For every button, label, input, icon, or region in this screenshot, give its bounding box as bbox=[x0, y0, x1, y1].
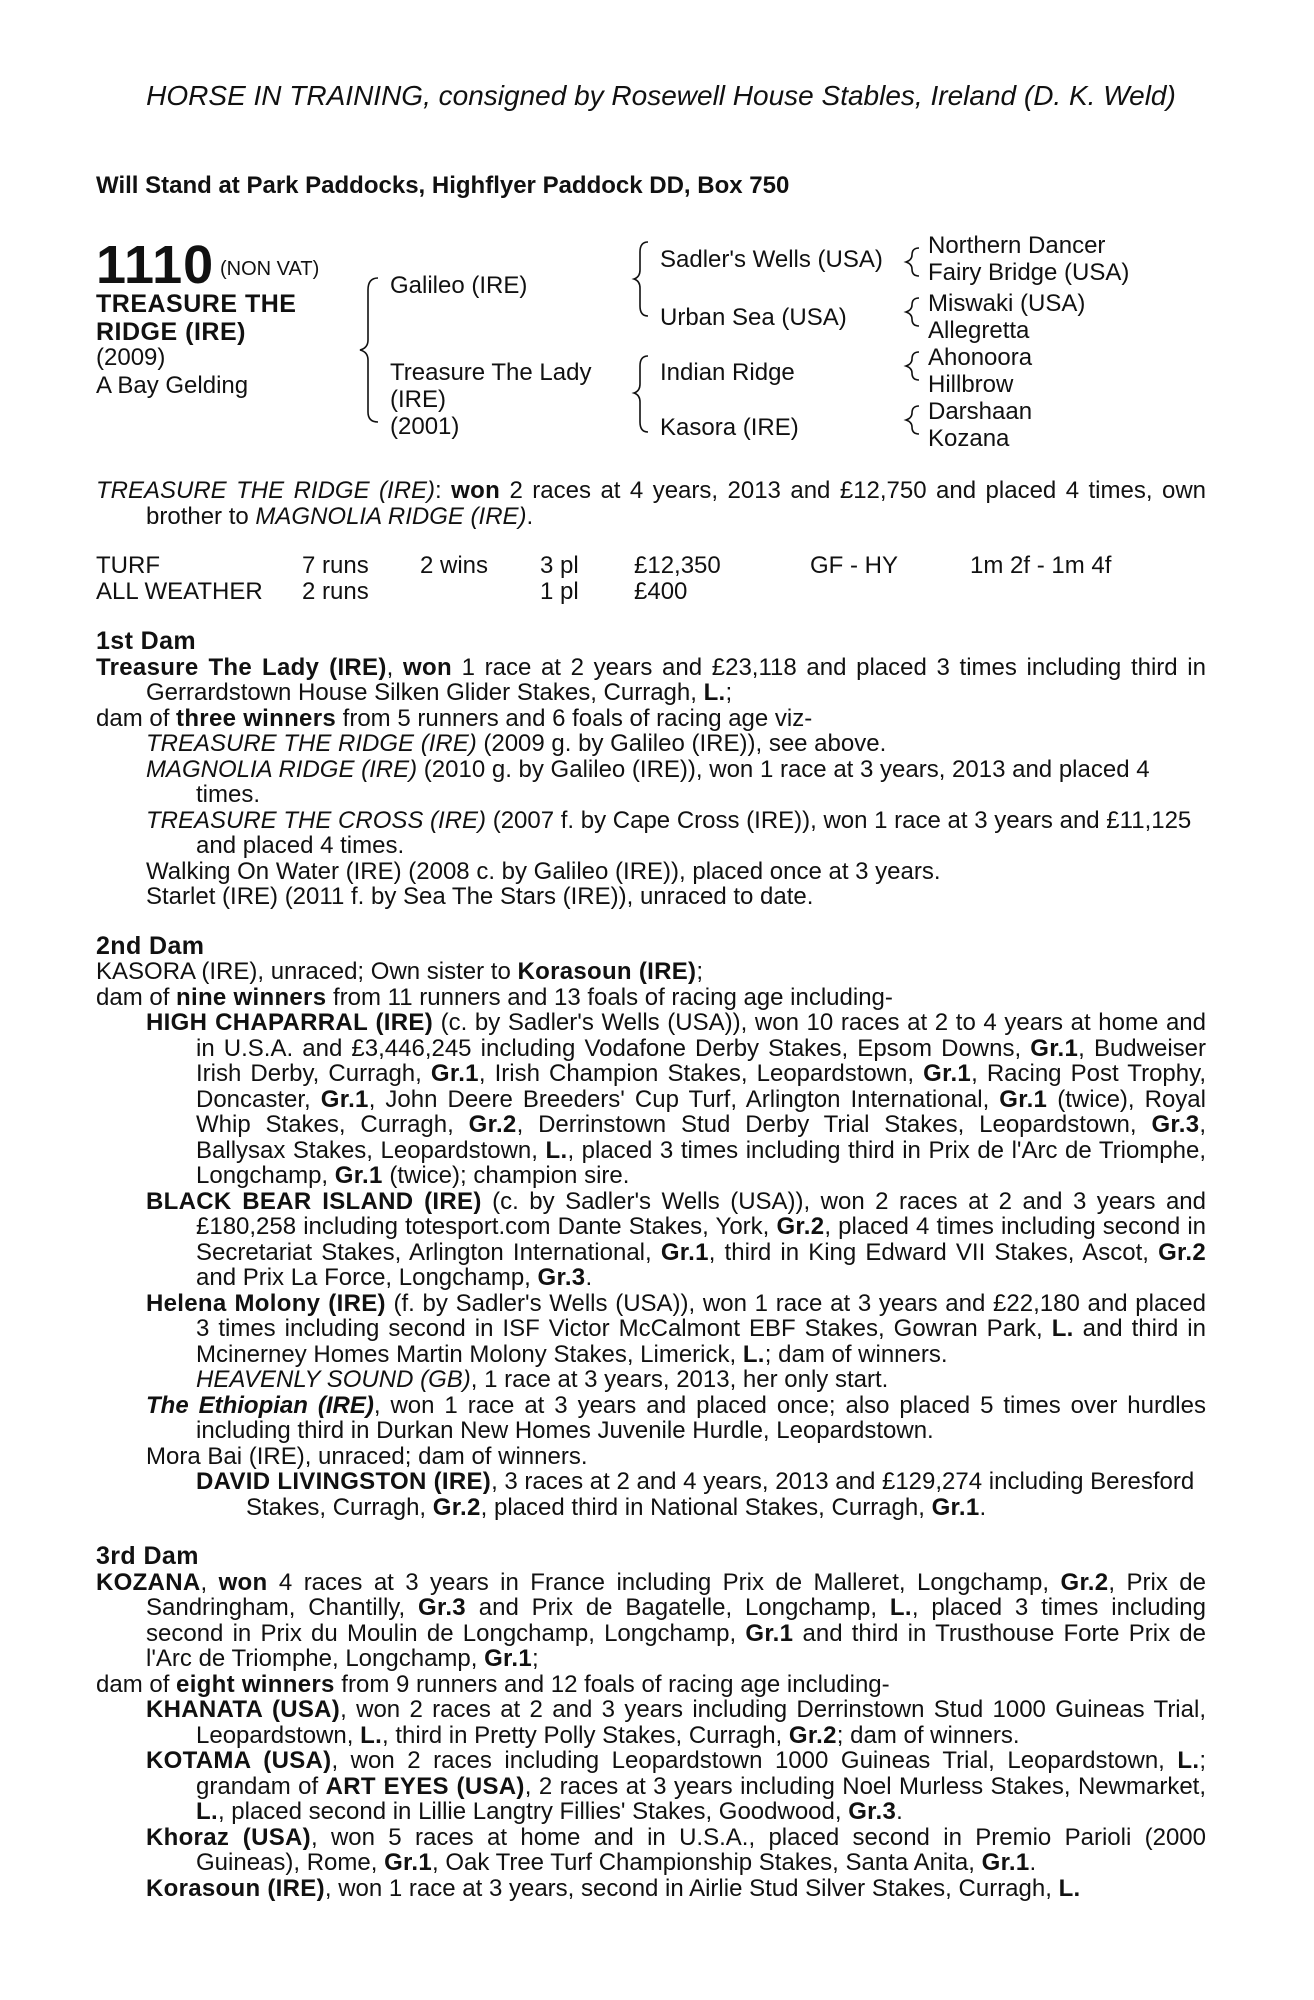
pedigree-ddd: Kozana bbox=[928, 425, 1010, 452]
horse-description: A Bay Gelding bbox=[96, 372, 249, 399]
brace-gen3-1 bbox=[906, 248, 919, 276]
list-item: MAGNOLIA RIDGE (IRE) (2010 g. by Galileo (IRE)), won 1 race at 3 years, 2013 and placed 4 times. bbox=[146, 755, 1150, 808]
first-dam-heading: 1st Dam bbox=[96, 627, 197, 655]
second-dam-produce-summary: dam of nine winners from 11 runners and 13 foals of racing age including- bbox=[96, 983, 893, 1011]
list-item: Khoraz (USA), won 5 races at home and in U.S.A., placed second in Premio Parioli (2000 Guineas), Rome, Gr.1, Oak Tree Turf Championship Stakes, Santa Anita, Gr.1. bbox=[146, 1823, 1207, 1876]
list-item: Walking On Water (IRE) (2008 c. by Galileo (IRE)), placed once at 3 years. bbox=[146, 857, 941, 885]
brace-gen3-4 bbox=[906, 406, 919, 434]
list-item: KHANATA (USA), won 2 races at 2 and 3 years including Derrinstown Stud 1000 Guineas Trial, Leopardstown, L., third in Pretty Polly Stakes, Curragh, Gr.2; dam of winners. bbox=[146, 1696, 1206, 1749]
brace-gen2-bottom bbox=[634, 356, 648, 432]
table-row: ALL WEATHER 2 runs 1 pl £400 bbox=[96, 578, 688, 605]
horse-name-line2: RIDGE (IRE) bbox=[96, 318, 246, 346]
list-item: HEAVENLY SOUND (GB), 1 race at 3 years, 2013, her only start. bbox=[196, 1366, 889, 1393]
pedigree-ssd: Fairy Bridge (USA) bbox=[928, 259, 1130, 286]
first-dam-record: Treasure The Lady (IRE), won 1 race at 2 years and £23,118 and placed 3 times including third in Gerrardstown House Silken Glider Stakes, Curragh, L.; bbox=[96, 653, 1206, 706]
table-row: TURF 7 runs 2 wins 3 pl £12,350 GF - HY 1m 2f - 1m 4f bbox=[96, 552, 1112, 579]
pedigree-sds: Miswaki (USA) bbox=[928, 290, 1086, 317]
list-item: Mora Bai (IRE), unraced; dam of winners. bbox=[146, 1442, 588, 1470]
pedigree-sdd: Allegretta bbox=[928, 317, 1030, 344]
pedigree-dds: Darshaan bbox=[928, 398, 1033, 425]
pedigree-dsd: Hillbrow bbox=[928, 371, 1014, 398]
list-item: TREASURE THE RIDGE (IRE) (2009 g. by Galileo (IRE)), see above. bbox=[146, 730, 887, 757]
pedigree-sss: Northern Dancer bbox=[928, 232, 1106, 259]
second-dam-heading: 2nd Dam bbox=[96, 931, 205, 960]
list-item: Korasoun (IRE), won 1 race at 3 years, second in Airlie Stud Silver Stakes, Curragh, L. bbox=[146, 1874, 1081, 1902]
vat-status: (NON VAT) bbox=[220, 258, 320, 280]
stand-location: Will Stand at Park Paddocks, Highflyer Paddock DD, Box 750 bbox=[96, 172, 790, 199]
pedigree-sire-dam: Urban Sea (USA) bbox=[660, 304, 847, 331]
first-dam-produce-summary: dam of three winners from 5 runners and 6 foals of racing age viz- bbox=[96, 704, 813, 732]
list-item: Helena Molony (IRE) (f. by Sadler's Wells (USA)), won 1 race at 3 years and £22,180 and placed 3 times including second in ISF Victor McCalmont EBF Stakes, Gowran Park, L. and third in Mcinerney Homes Martin Molony Stakes, Limerick, L.; dam of winners. bbox=[146, 1289, 1206, 1368]
list-item: BLACK BEAR ISLAND (IRE) (c. by Sadler's Wells (USA)), won 2 races at 2 and 3 years and £180,258 including totesport.com Dante Stakes, York, Gr.2, placed 4 times including second in Secretariat Stakes, Arlington International, Gr.1, third in King Edward VII Stakes, Ascot, Gr.2 and Prix La Force, Longchamp, Gr.3. bbox=[146, 1187, 1207, 1291]
brace-gen1 bbox=[360, 278, 378, 422]
pedigree-dam: Treasure The Lady (IRE) (2001) bbox=[390, 359, 592, 440]
horse-foaling-year: (2009) bbox=[96, 344, 166, 371]
pedigree-dam-sire: Indian Ridge bbox=[660, 359, 795, 386]
list-item: DAVID LIVINGSTON (IRE), 3 races at 2 and 4 years, 2013 and £129,274 including Beresford Stakes, Curragh, Gr.2, placed third in National Stakes, Curragh, Gr.1. bbox=[196, 1468, 1195, 1521]
page-title: HORSE IN TRAINING, consigned by Rosewell House Stables, Ireland (D. K. Weld) bbox=[146, 80, 1176, 111]
race-record-table bbox=[96, 553, 1111, 605]
race-summary: TREASURE THE RIDGE (IRE): won 2 races at 4 years, 2013 and £12,750 and placed 4 times, own brother to MAGNOLIA RIDGE (IRE). bbox=[96, 477, 1206, 530]
list-item: HIGH CHAPARRAL (IRE) (c. by Sadler's Wells (USA)), won 10 races at 2 to 4 years at home and in U.S.A. and £3,446,245 including Vodafone Derby Stakes, Epsom Downs, Gr.1, Budweiser Irish Derby, Curragh, Gr.1, Irish Champion Stakes, Leopardstown, Gr.1, Racing Post Trophy, Doncaster, Gr.1, John Deere Breeders' Cup Turf, Arlington International, Gr.1 (twice), Royal Whip Stakes, Curragh, Gr.2, Derrinstown Stud Derby Trial Stakes, Leopardstown, Gr.3, Ballysax Stakes, Leopardstown, L., placed 3 times including third in Prix de l'Arc de Triomphe, Longchamp, Gr.1 (twice); champion sire. bbox=[146, 1009, 1207, 1189]
list-item: TREASURE THE CROSS (IRE) (2007 f. by Cape Cross (IRE)), won 1 race at 3 years and £11,125 and placed 4 times. bbox=[146, 806, 1192, 859]
pedigree-dam-dam: Kasora (IRE) bbox=[660, 414, 799, 441]
list-item: Starlet (IRE) (2011 f. by Sea The Stars (IRE)), unraced to date. bbox=[146, 883, 814, 910]
pedigree-sire-sire: Sadler's Wells (USA) bbox=[660, 246, 883, 273]
brace-gen3-3 bbox=[906, 352, 919, 380]
third-dam-heading: 3rd Dam bbox=[96, 1542, 199, 1570]
third-dam-record: KOZANA, won 4 races at 3 years in France including Prix de Malleret, Longchamp, Gr.2, Prix de Sandringham, Chantilly, Gr.3 and Prix de Bagatelle, Longchamp, L., placed 3 times including second in Prix du Moulin de Longchamp, Longchamp, Gr.1 and third in Trusthouse Forte Prix de l'Arc de Triomphe, Longchamp, Gr.1; bbox=[96, 1568, 1206, 1672]
list-item: The Ethiopian (IRE), won 1 race at 3 years and placed once; also placed 5 times over hurdles including third in Durkan New Homes Juvenile Hurdle, Leopardstown. bbox=[146, 1391, 1206, 1444]
brace-gen2-top bbox=[634, 242, 648, 316]
pedigree-sire: Galileo (IRE) bbox=[390, 272, 528, 299]
lot-number: 1110 bbox=[96, 235, 215, 295]
list-item: KOTAMA (USA), won 2 races including Leopardstown 1000 Guineas Trial, Leopardstown, L.; grandam of ART EYES (USA), 2 races at 3 years including Noel Murless Stakes, Newmarket, L., placed second in Lillie Langtry Fillies' Stakes, Goodwood, Gr.3. bbox=[146, 1747, 1207, 1825]
pedigree-braces bbox=[0, 0, 1314, 470]
pedigree-dss: Ahonoora bbox=[928, 344, 1033, 371]
catalogue-body bbox=[96, 478, 1206, 1901]
third-dam-produce-summary: dam of eight winners from 9 runners and 12 foals of racing age including- bbox=[96, 1670, 890, 1698]
horse-name-line1: TREASURE THE bbox=[96, 290, 297, 318]
brace-gen3-2 bbox=[906, 298, 919, 326]
second-dam-record: KASORA (IRE), unraced; Own sister to Korasoun (IRE); bbox=[96, 958, 704, 985]
